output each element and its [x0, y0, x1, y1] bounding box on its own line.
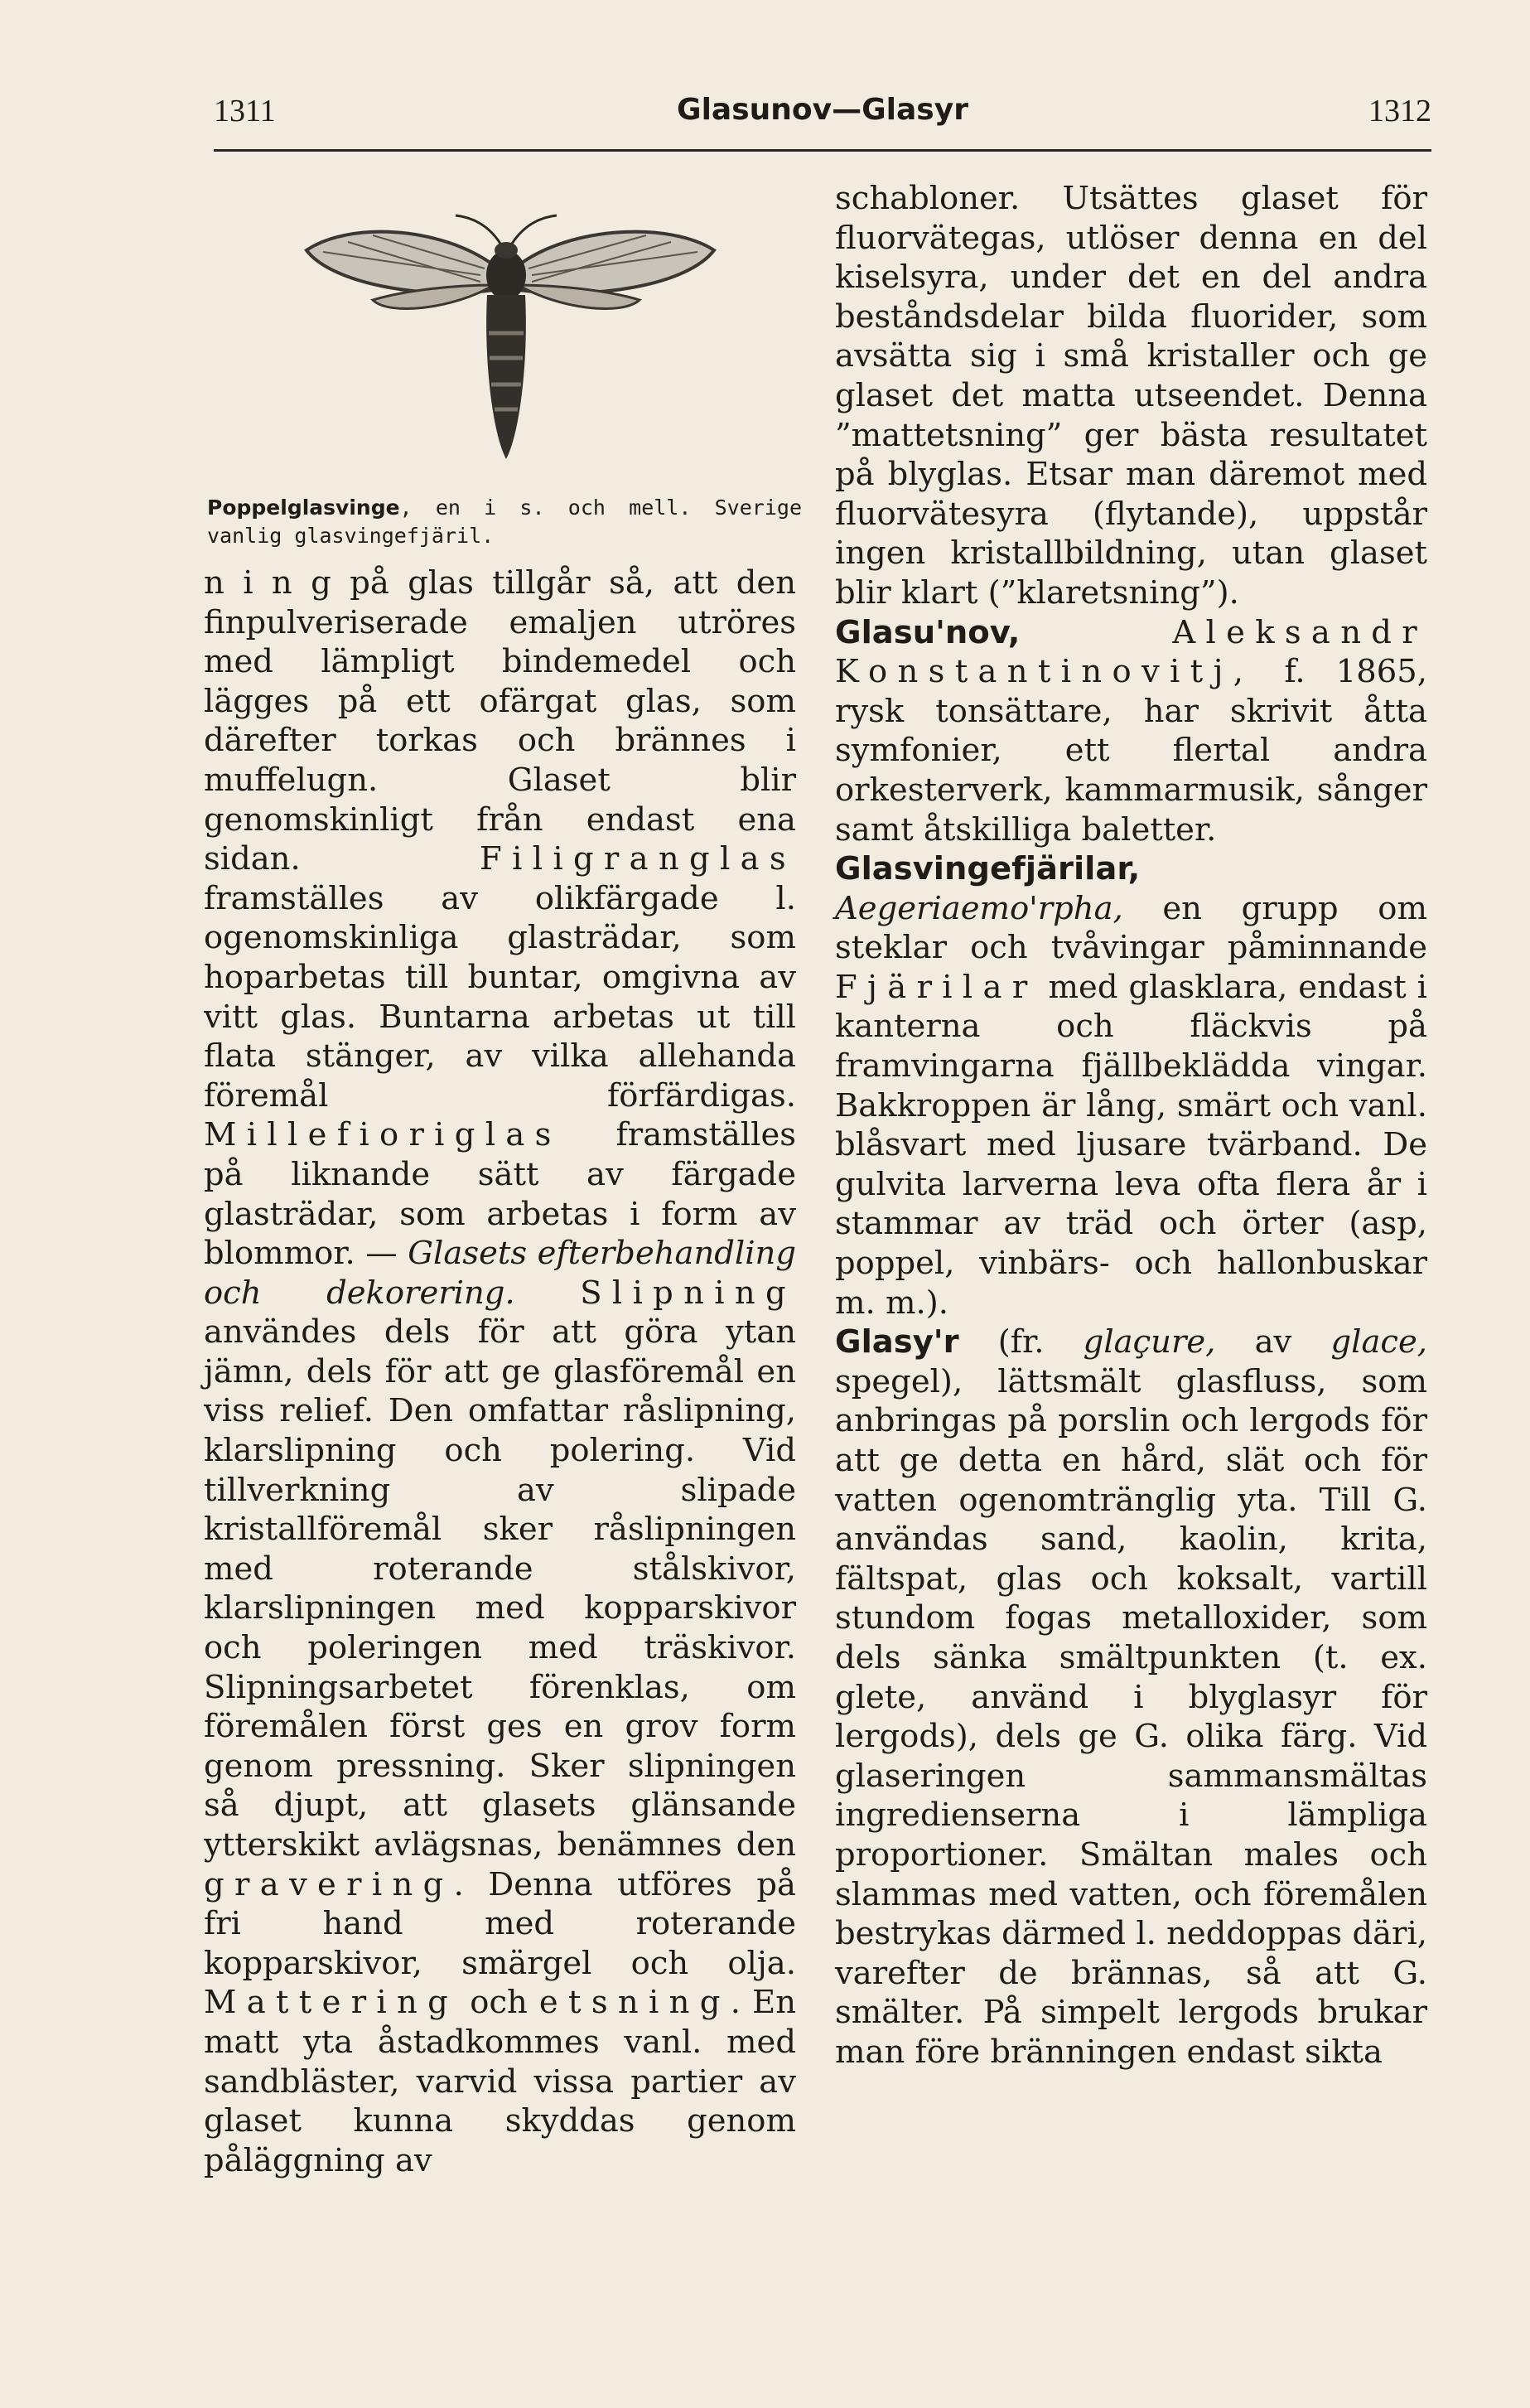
page-number-left: 1311: [214, 94, 276, 128]
body-text: användes dels för att göra ytan jämn, dels för att ge glasföremål en viss relief. Den omfattar råslipning, klarslipning och polering. Vid tillverkning av slipade kristallföremål sker råslipningen med roterande stålskivor, klarslipningen med kopparskivor och poleringen med träskivor. Slipningsarbetet förenklas, om föremålen först ges en grov form genom pressning. Sker slipningen så djupt, att glasets glänsande ytterskikt avlägsnas, benämnes den: [204, 1313, 796, 1864]
right-column: [835, 179, 1427, 2072]
term-fjarilar: Fjärilar: [835, 968, 1038, 1006]
section-italic: Glasets efterbehandling och dekorering.: [204, 1235, 796, 1312]
entry-glasvingefjarilar: [835, 849, 1427, 1322]
paragraph: [204, 563, 796, 2180]
latin-name: Aegeriaemo'rpha,: [835, 889, 1123, 927]
entry-text: spegel), lättsmält glasfluss, som anbringas på porslin och lergods för att ge detta en hård, slät och för vatten ogenomtränglig yta. Till G. användas sand, kaolin, krita, fältspat, glas och koksalt, vartill stundom fogas metalloxider, som dels sänka smältpunkten (t. ex. glete, använd i blyglasyr för lergods), dels ge G. olika färg. Vid glaseringen sammansmältas ingredienserna i lämpliga proportioner. Smältan males och slammas med vatten, och föremålen bestrykas därmed l. neddoppas däri, varefter de brännas, så att G. smälter. På simpelt lergods brukar man före bränningen endast sikta: [835, 1362, 1427, 2071]
left-column: [204, 563, 796, 2180]
entry-text: (fr.: [958, 1323, 1084, 1361]
entry-text: f. 1865, rysk tonsättare, har skrivit åtta symfonier, ett flertal andra orkesterverk, kammarmusik, sånger samt åtskilliga baletter.: [835, 653, 1427, 849]
french-term: glaçure,: [1083, 1323, 1216, 1361]
body-text: framställes på liknande sätt av färgade glasträdar, som arbetas i form av blommor. —: [204, 1116, 796, 1273]
headword-glasunov: Glasu'nov,: [835, 613, 1021, 651]
figure-caption: [207, 494, 802, 550]
entry-glasyr: [835, 1322, 1427, 2072]
caption-bold: Poppelglasvinge: [207, 496, 400, 520]
body-text: . En matt yta åstadkommes vanl. med sandbläster, varvid vissa partier av glaset kunna skyddas genom påläggning av: [204, 1984, 796, 2179]
page-header: [214, 93, 1431, 143]
moth-photo-icon: [207, 192, 805, 489]
term-slipning: Slipning: [580, 1274, 796, 1312]
entry-glasunov: [835, 613, 1427, 850]
header-rule: [214, 149, 1431, 152]
term-mattering: Mattering: [204, 1984, 459, 2022]
paragraph: schabloner. Utsättes glaset för fluorvätegas, utlöser denna en del kiselsyra, under det en del andra beståndsdelar bilda fluorider, som avsätta sig i små kristaller och ge glaset det matta utseendet. Denna ”mattetsning” ger bästa resultatet på blyglas. Etsar man däremot med fluorvätesyra (flytande), uppstår ingen kristallbildning, utan glaset blir klart (”klaretsning”).: [835, 180, 1427, 612]
body-text: n i n g på glas tillgår så, att den finpulveriserade emaljen utröres med lämpligt bindemedel och lägges på ett ofärgat glas, som därefter torkas och brännes i muffelugn. Glaset blir genomskinligt från endast ena sidan.: [204, 564, 796, 878]
term-millefioriglas: Millefioriglas: [204, 1116, 562, 1154]
body-text: framställes av olikfärgade l. ogenomskinliga glasträdar, som hoparbetas till buntar, omgivna av vitt glas. Buntarna arbetas ut till flata stänger, av vilka allehanda föremål förfärdigas.: [204, 879, 796, 1115]
page-number-right: 1312: [1368, 94, 1431, 128]
running-title: Glasunov—Glasyr: [677, 93, 968, 127]
caption-text: , en i s. och mell. Sverige vanlig glasvingefjäril.: [207, 496, 802, 548]
headword-glasyr: Glasy'r: [835, 1323, 959, 1361]
headword-glasvingefjarilar: Glasvingefjärilar,: [835, 850, 1141, 888]
term-filigranglas: Filigranglas: [480, 840, 796, 878]
entry-text: med glasklara, endast i kanterna och fläckvis på framvingarna fjällbeklädda vingar. Bakkroppen är lång, smärt och vanl. blåsvart med ljusare tvärband. De gulvita larverna leva ofta flera år i stammar av träd och örter (asp, poppel, vinbärs- och hallonbuskar m. m.).: [835, 968, 1427, 1322]
body-text: och: [458, 1984, 539, 2022]
entry-text: en grupp om steklar och tvåvingar påminnande: [835, 889, 1427, 967]
body-text: . Denna utföres på fri hand med roterande kopparskivor, smärgel och olja.: [204, 1865, 796, 1982]
term-etsning: etsning: [538, 1984, 731, 2022]
french-term: glace,: [1330, 1323, 1427, 1361]
name-spaced: Aleksandr Konstantinovitj,: [835, 613, 1427, 691]
term-gravering: gravering: [204, 1865, 454, 1903]
entry-text: av: [1215, 1323, 1331, 1361]
